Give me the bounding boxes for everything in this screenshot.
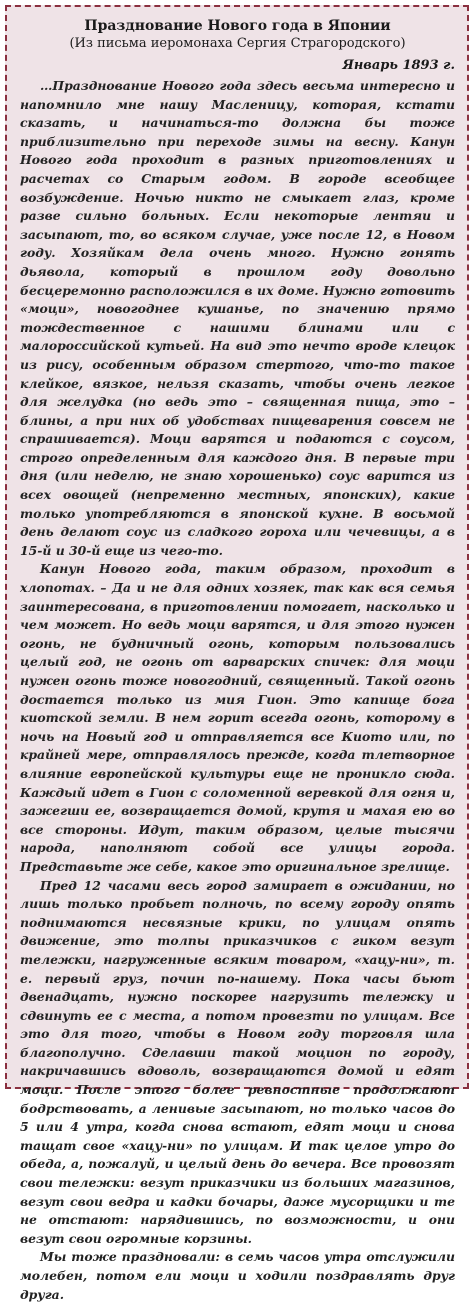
paragraph: Пред 12 часами весь город замирает в ожидании, но лишь только пробьет полночь, по всему городу опять поднимаются несвязные крики, по улицам опять движение, это толпы приказчиков с гиком везут тележки, нагруженные всяким товаром, «хацу-ни», т. е. первый груз, почин по-нашему. Пока часы бьют двенадцать, нужно поскорее нагрузить тележку и сдвинуть ее с места, а потом провезти по улицам. Все это для того, чтобы в Новом году торговля шла благополучно. Сделавши такой моцион по городу, накричавшись вдоволь, возвращаются домой и едят моци. После этого более ревностные продолжают бодрствовать, а ленивые засыпают, но только часов до 5 или 4 утра, когда снова встают, едят моци и снова тащат свое «хацу-ни» по улицам. И так целое утро до обеда, а, пожалуй, и целый день до вечера. Все провозят свои тележки: везут приказчики из больших магазинов, везут свои ведра и кадки бочары, даже мусорщики и те не отстают: нарядившись, по возможности, и они везут свои огромные корзины. [20,877,455,1246]
paragraph: Мы тоже праздновали: в семь часов утра отслужили молебен, потом ели моци и ходили поздравлять друг друга. [20,1249,455,1302]
letter-date: Январь 1893 г. [342,58,455,73]
article-subtitle: (Из письма иеромонаха Сергия Страгородского) [69,36,406,51]
paragraph: Канун Нового года, таким образом, проходит в хлопотах. – Да и не для одних хозяек, так как вся семья заинтересована, в приготовлении помогает, насколько и чем может. Но ведь моци варятся, и для этого нужен огонь, не будничный огонь, которым пользовались целый год, не огонь от варварских спичек: для моци нужен огонь тоже новогодний, священный. Такой огонь достается только из мия Гион. Это капище бога киотской земли. В нем горит всегда огонь, которому в ночь на Новый год и отправляется все Киото или, по крайней мере, отправлялось прежде, когда тлетворное влияние европейской культуры еще не проникло сюда. Каждый идет в Гион с соломенной веревкой для огня и, зажегши ее, возвращается домой, крутя и махая ею во все стороны. Идут, таким образом, целые тысячи народа, наполняют собой все улицы города. Представьте же себе, какое это оригинальное зрелище. [20,561,455,874]
paragraph: …Празднование Нового года здесь весьма интересно и напомнило мне нашу Масленицу, которая, кстати сказать, и начинаться-то должна бы тоже приблизительно при переходе зимы на весну. Канун Нового года проходит в разных приготовлениях и расчетах со Старым годом. В городе всеобщее возбуждение. Ночью никто не смыкает глаз, кроме разве сильно больных. Если некоторые лентяи и засыпают, то, во всяком случае, уже после 12, в Новом году. Хозяйкам дела очень много. Нужно гонять дьявола, который в прошлом году довольно бесцеремонно расположился в их доме. Нужно готовить «моци», новогоднее кушанье, по значению прямо тождественное с нашими блинами или с малороссийской кутьей. На вид это нечто вроде клецок из рису, особенным образом стертого, что-то такое клейкое, вязкое, нельзя сказать, чтобы очень легкое для желудка (но ведь это – священная пища, это – блины, а при них об удобствах пищеварения совсем не спрашивается). Моци варятся и подаются с соусом, строго определенным для каждого дня. В первые три дня (или неделю, не знаю хорошенько) соус варится из всех овощей (непременно местных, японских), какие только употребляются в японской кухне. В восьмой день делают соус из сладкого гороха или чечевицы, а в 15-й и 30-й еще из чего-то. [20,78,455,558]
article-frame [5,5,469,1302]
article-title: Празднование Нового года в Японии [84,18,391,34]
